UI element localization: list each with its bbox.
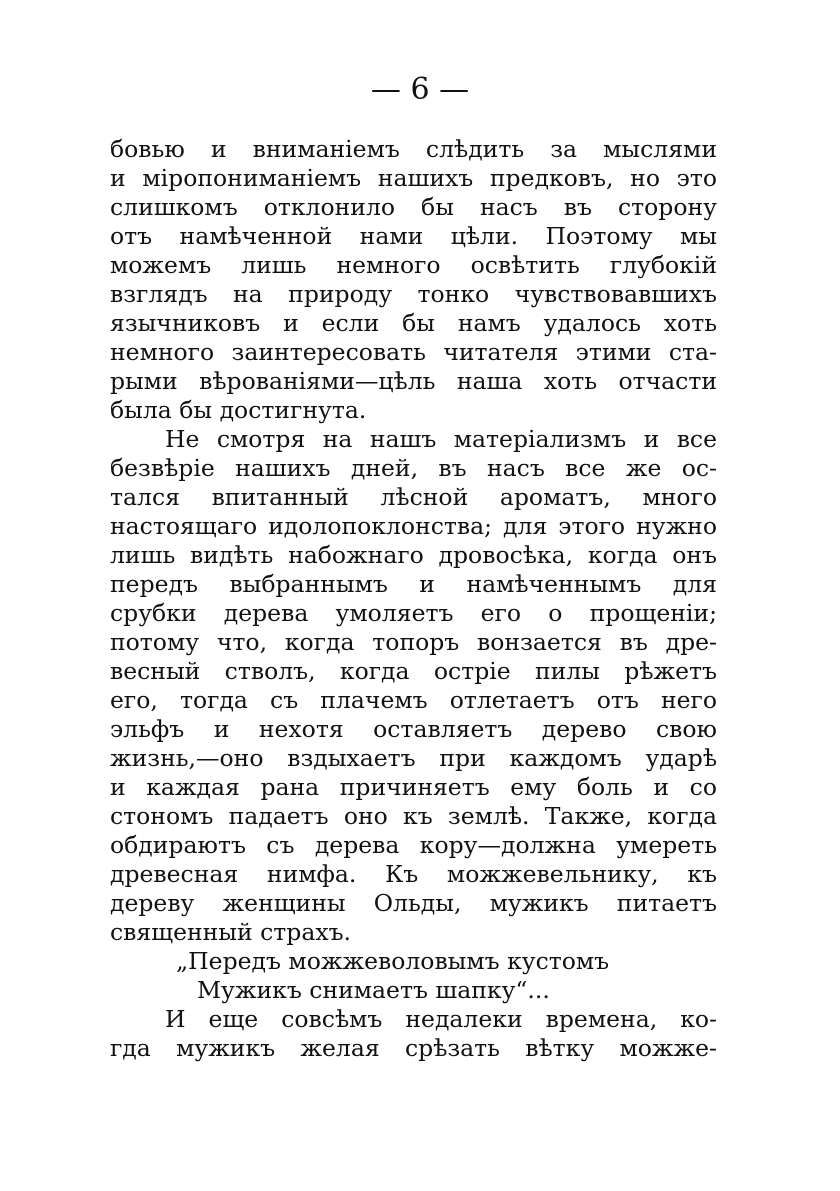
text-line: немного заинтересовать читателя этими ста- [110, 338, 717, 366]
text-line: настоящаго идолопоклонства; для этого нужно [110, 512, 717, 540]
text-line: древесная нимфа. Къ можжевельнику, къ [110, 860, 717, 888]
text-line: Не смотря на нашъ матеріализмъ и все [165, 425, 717, 453]
text-line: и каждая рана причиняетъ ему боль и со [110, 773, 717, 801]
page-number: — 6 — [370, 72, 470, 107]
text-line: и міропониманіемъ нашихъ предковъ, но это [110, 164, 717, 192]
text-line: передъ выбраннымъ и намѣченнымъ для [110, 570, 717, 598]
verse-line: Мужикъ снимаетъ шапку“... [197, 976, 550, 1004]
text-line: весный стволъ, когда остріе пилы рѣжетъ [110, 657, 717, 685]
text-line: обдираютъ съ дерева кору—должна умереть [110, 831, 717, 859]
text-line: гда мужикъ желая срѣзать вѣтку можже- [110, 1034, 717, 1062]
text-line: можемъ лишь немного освѣтить глубокій [110, 251, 717, 279]
text-line: безвѣріе нашихъ дней, въ насъ все же ос- [110, 454, 717, 482]
text-line: потому что, когда топоръ вонзается въ дре- [110, 628, 717, 656]
text-line: срубки дерева умоляетъ его о прощеніи; [110, 599, 717, 627]
text-line: дереву женщины Ольды, мужикъ питаетъ [110, 889, 717, 917]
text-line: язычниковъ и если бы намъ удалось хоть [110, 309, 717, 337]
text-line: священный страхъ. [110, 918, 352, 946]
text-line: слишкомъ отклонило бы насъ въ сторону [110, 193, 717, 221]
verse-line: „Передъ можжеволовымъ кустомъ [176, 947, 610, 975]
text-line: жизнь,—оно вздыхаетъ при каждомъ ударѣ [110, 744, 717, 772]
text-line: отъ намѣченной нами цѣли. Поэтому мы [110, 222, 717, 250]
text-line: рыми вѣрованіями—цѣль наша хоть отчасти [110, 367, 717, 395]
text-line: была бы достигнута. [110, 396, 367, 424]
text-line: бовью и вниманіемъ слѣдить за мыслями [110, 135, 717, 163]
text-line: взглядъ на природу тонко чувствовавшихъ [110, 280, 717, 308]
text-line: стономъ падаетъ оно къ землѣ. Также, когда [110, 802, 717, 830]
text-line: его, тогда съ плачемъ отлетаетъ отъ него [110, 686, 717, 714]
text-line: И еще совсѣмъ недалеки времена, ко- [165, 1005, 717, 1033]
text-line: эльфъ и нехотя оставляетъ дерево свою [110, 715, 717, 743]
text-line: тался впитанный лѣсной ароматъ, много [110, 483, 717, 511]
text-line: лишь видѣть набожнаго дровосѣка, когда онъ [110, 541, 717, 569]
